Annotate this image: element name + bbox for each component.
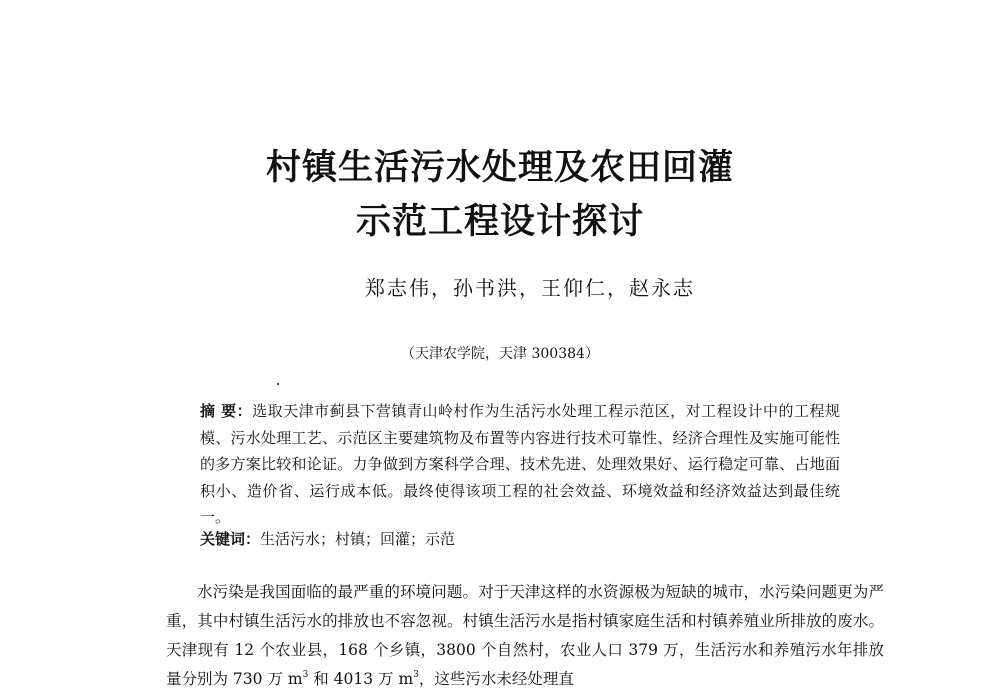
superscript-2: 3	[413, 670, 419, 680]
body-paragraph	[166, 578, 884, 694]
superscript-1: 3	[302, 670, 309, 680]
body-text-part3: ，这些污水未经处理直	[418, 670, 574, 688]
keywords	[200, 528, 840, 549]
title-line-2: 示范工程设计探讨	[355, 202, 644, 242]
keywords-label: 关键词：	[200, 530, 261, 548]
body-text-part1: 水污染是我国面临的最严重的环境问题。对于天津这样的水资源极为短缺的城市，水污染问题更为严重，其中村镇生活污水的排放也不容忽视。村镇生活污水是指村镇家庭生活和村镇养殖业所排放的废水。天津现有 12 个农业县，168 个乡镇，3800 个自然村，农业人口 379 万，生活污水和养殖污水年排放量分别为 730 万 m	[166, 583, 884, 688]
abstract-label: 摘 要：	[200, 402, 253, 420]
title-line-1: 村镇生活污水处理及农田回灌	[265, 148, 734, 188]
body-text-part2: 和 4013 万 m	[308, 670, 414, 688]
abstract	[200, 398, 840, 531]
scan-speck	[277, 383, 279, 385]
keywords-text: 生活污水；村镇；回灌；示范	[260, 530, 456, 548]
authors: 郑志伟，孙书洪，王仰仁，赵永志	[365, 276, 695, 300]
abstract-text: 选取天津市蓟县下营镇青山岭村作为生活污水处理工程示范区，对工程设计中的工程规模、污水处理工艺、示范区主要建筑物及布置等内容进行技术可靠性、经济合理性及实施可能性的多方案比较和论证。力争做到方案科学合理、技术先进、处理效果好、运行稳定可靠、占地面积小、造价省、运行成本低。最终使得该项工程的社会效益、环境效益和经济效益达到最佳统一。	[200, 402, 840, 526]
affiliation: （天津农学院，天津 300384）	[401, 346, 599, 362]
body-text	[166, 578, 884, 694]
